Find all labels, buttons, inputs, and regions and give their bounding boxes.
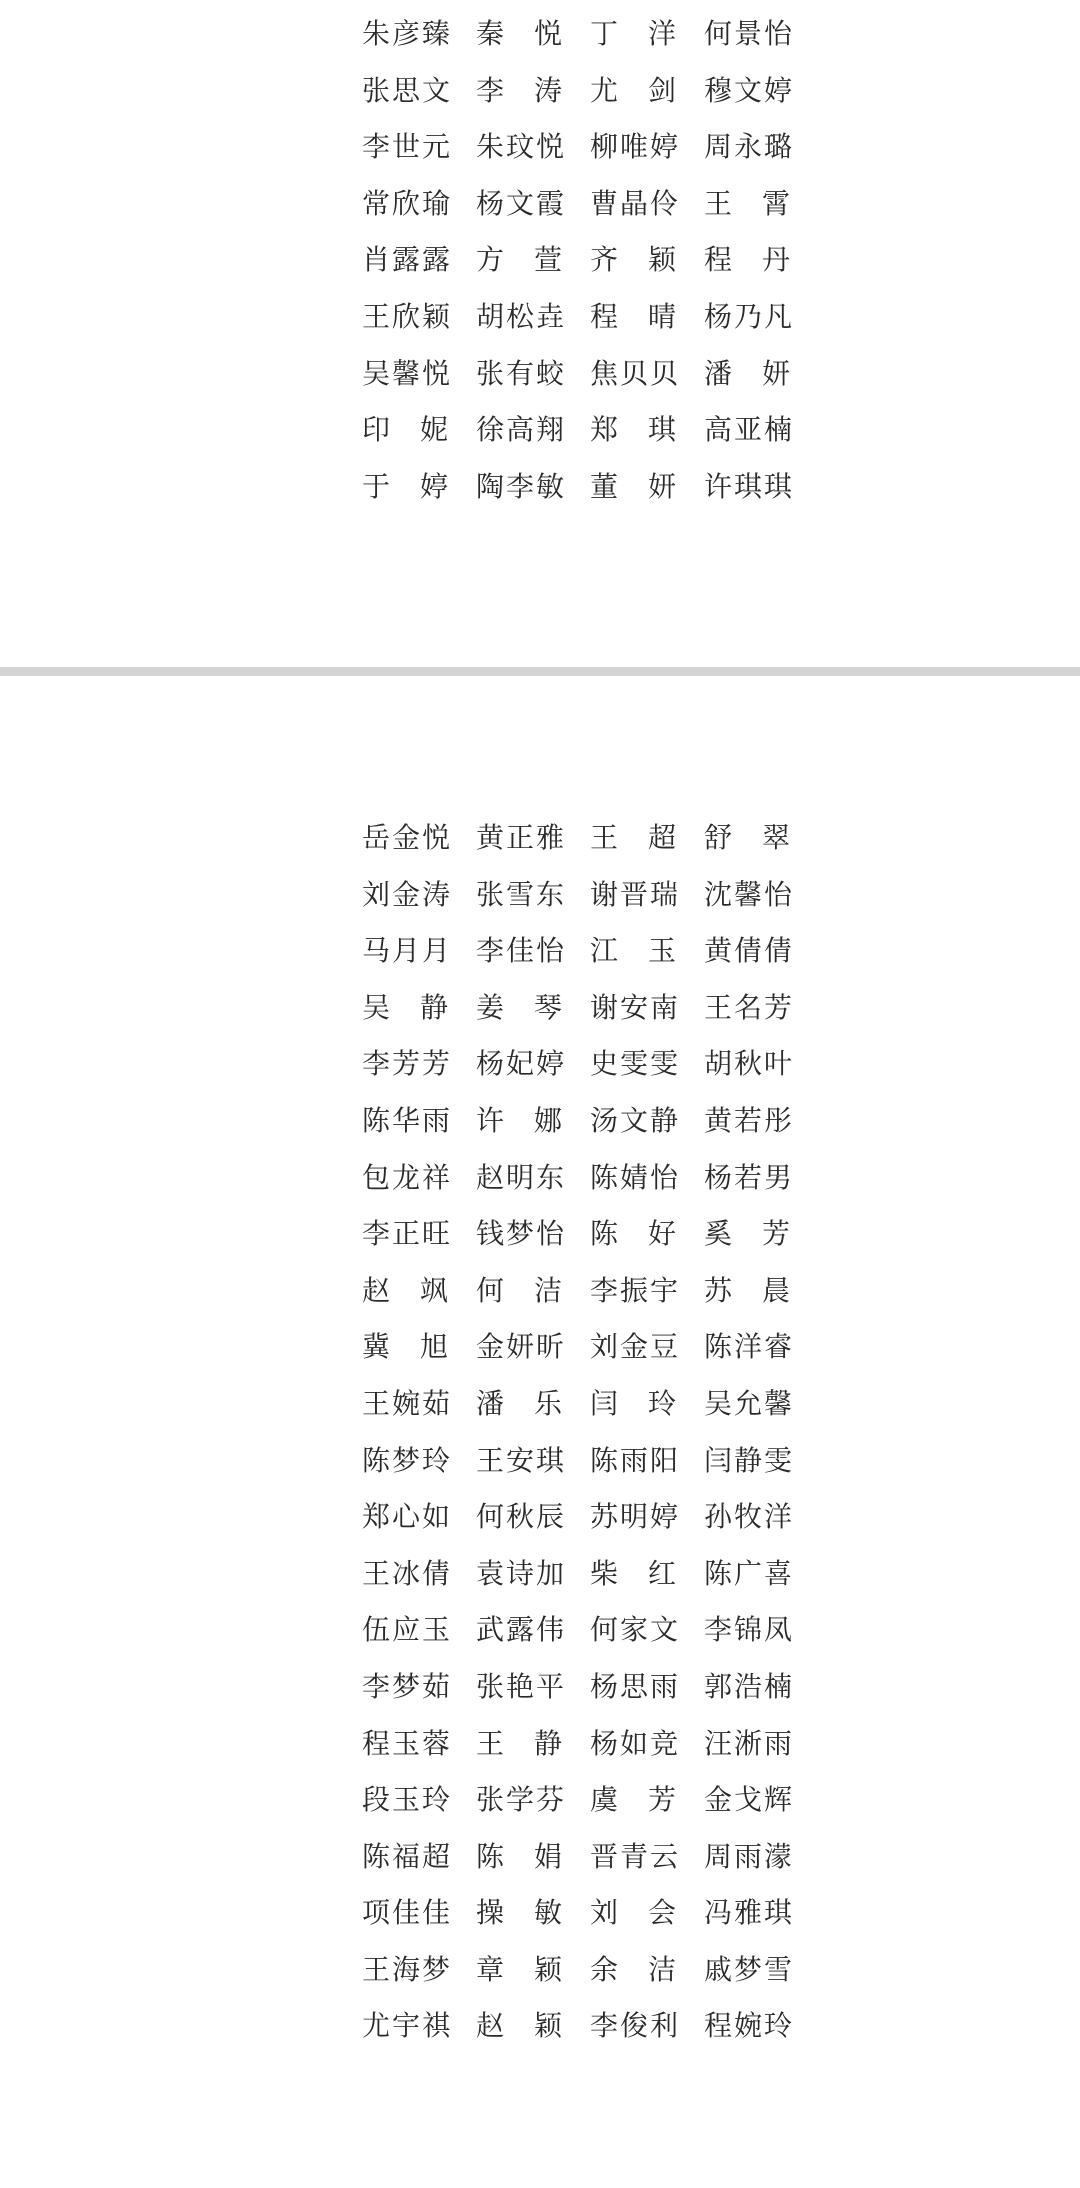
name-entry: 吴允馨 [704,1386,795,1420]
name-entry: 章 颖 [476,1952,563,1986]
name-entry: 李梦茹 [362,1669,453,1703]
name-entry: 岳金悦 [362,821,453,854]
name-entry: 丁 洋 [590,17,677,50]
name-entry: 郭浩楠 [704,1669,795,1703]
name-entry: 陈福超 [362,1839,453,1873]
name-entry: 王欣颖 [362,299,453,333]
name-entry: 赵明东 [476,1160,567,1194]
name-entry: 李佳怡 [476,934,567,968]
name-entry: 潘 妍 [704,356,791,390]
name-entry: 陈洋睿 [704,1330,795,1364]
name-entry: 谢安南 [590,990,681,1024]
name-entry: 汤文静 [590,1103,681,1137]
name-entry: 马月月 [362,934,453,968]
name-entry: 刘金涛 [362,877,453,911]
name-entry: 赵 颖 [476,2009,563,2043]
name-entry: 王 静 [476,1726,563,1760]
name-entry: 何景怡 [704,17,795,50]
name-entry: 杨乃凡 [704,299,795,333]
name-entry: 胡松垚 [476,299,567,333]
name-entry: 武露伟 [476,1613,567,1647]
name-entry: 冀 旭 [362,1330,449,1364]
document-page-1 [0,0,1080,667]
name-entry: 王名芳 [704,990,795,1024]
name-entry: 赵 飒 [362,1273,449,1307]
name-entry: 戚梦雪 [704,1952,795,1986]
name-entry: 钱梦怡 [476,1217,567,1251]
name-entry: 程 晴 [590,299,677,333]
name-entry: 冯雅琪 [704,1896,795,1930]
name-entry: 许琪琪 [704,469,795,503]
name-entry: 袁诗加 [476,1556,567,1590]
name-entry: 何家文 [590,1613,681,1647]
name-entry: 高亚楠 [704,413,795,447]
name-entry: 曹晶伶 [590,186,681,220]
name-entry: 方 萱 [476,243,563,277]
name-entry: 杨文霞 [476,186,567,220]
name-entry: 段玉玲 [362,1783,453,1817]
name-entry: 杨妃婷 [476,1047,567,1081]
name-entry: 史雯雯 [590,1047,681,1081]
name-entry: 柳唯婷 [590,130,681,164]
name-entry: 沈馨怡 [704,877,795,911]
name-entry: 黄若彤 [704,1103,795,1137]
name-entry: 谢晋瑞 [590,877,681,911]
name-entry: 张思文 [362,73,453,107]
name-entry: 陈婧怡 [590,1160,681,1194]
name-entry: 潘 乐 [476,1386,563,1420]
name-entry: 郑 琪 [590,413,677,447]
name-entry: 李振宇 [590,1273,681,1307]
name-entry: 陈梦玲 [362,1443,453,1477]
name-entry: 黄正雅 [476,821,567,854]
name-entry: 陈 娟 [476,1839,563,1873]
name-entry: 吴馨悦 [362,356,453,390]
name-entry: 印 妮 [362,413,449,447]
name-entry: 王 霄 [704,186,791,220]
name-entry: 孙牧洋 [704,1500,795,1534]
name-entry: 吴 静 [362,990,449,1024]
page-separator [0,667,1080,676]
name-entry: 陈华雨 [362,1103,453,1137]
name-entry: 王婉茹 [362,1386,453,1420]
name-entry: 苏明婷 [590,1500,681,1534]
name-entry: 何 洁 [476,1273,563,1307]
name-entry: 金妍昕 [476,1330,567,1364]
name-entry: 杨如竞 [590,1726,681,1760]
name-list-grid [362,6,795,515]
name-entry: 虞 芳 [590,1783,677,1817]
name-entry: 刘金豆 [590,1330,681,1364]
name-entry: 肖露露 [362,243,453,277]
name-entry: 尤 剑 [590,73,677,107]
name-entry: 李锦凤 [704,1613,795,1647]
name-entry: 陈雨阳 [590,1443,681,1477]
name-entry: 程玉蓉 [362,1726,453,1760]
name-entry: 徐高翔 [476,413,567,447]
name-entry: 操 敏 [476,1896,563,1930]
name-entry: 张有蛟 [476,356,567,390]
name-entry: 杨若男 [704,1160,795,1194]
name-entry: 柴 红 [590,1556,677,1590]
name-entry: 闫 玲 [590,1386,677,1420]
name-entry: 包龙祥 [362,1160,453,1194]
name-entry: 金戈辉 [704,1783,795,1817]
name-entry: 焦贝贝 [590,356,681,390]
name-entry: 齐 颖 [590,243,677,277]
name-entry: 胡秋叶 [704,1047,795,1081]
name-entry: 陶李敏 [476,469,567,503]
name-entry: 李正旺 [362,1217,453,1251]
name-entry: 汪淅雨 [704,1726,795,1760]
name-entry: 周永璐 [704,130,795,164]
name-entry: 周雨濛 [704,1839,795,1873]
name-entry: 何秋辰 [476,1500,567,1534]
name-entry: 张艳平 [476,1669,567,1703]
name-entry: 董 妍 [590,469,677,503]
name-entry: 郑心如 [362,1500,453,1534]
name-entry: 杨思雨 [590,1669,681,1703]
name-entry: 黄倩倩 [704,934,795,968]
name-entry: 程婉玲 [704,2009,795,2043]
name-entry: 姜 琴 [476,990,563,1024]
name-entry: 王安琪 [476,1443,567,1477]
name-entry: 陈 好 [590,1217,677,1251]
name-entry: 余 洁 [590,1952,677,1986]
name-entry: 李世元 [362,130,453,164]
name-entry: 项佳佳 [362,1896,453,1930]
name-entry: 晋青云 [590,1839,681,1873]
name-entry: 王海梦 [362,1952,453,1986]
name-entry: 王 超 [590,821,677,854]
name-entry: 于 婷 [362,469,449,503]
name-entry: 朱彦臻 [362,17,453,50]
name-entry: 李 涛 [476,73,563,107]
name-entry: 王冰倩 [362,1556,453,1590]
name-list-grid [362,810,795,2055]
document-page-2 [0,676,1080,2188]
name-entry: 穆文婷 [704,73,795,107]
name-entry: 奚 芳 [704,1217,791,1251]
name-entry: 伍应玉 [362,1613,453,1647]
name-entry: 刘 会 [590,1896,677,1930]
name-entry: 朱玟悦 [476,130,567,164]
name-entry: 苏 晨 [704,1273,791,1307]
name-entry: 常欣瑜 [362,186,453,220]
name-entry: 江 玉 [590,934,677,968]
name-entry: 秦 悦 [476,17,563,50]
name-entry: 李芳芳 [362,1047,453,1081]
name-entry: 程 丹 [704,243,791,277]
name-entry: 舒 翠 [704,821,791,854]
name-entry: 张学芬 [476,1783,567,1817]
name-entry: 许 娜 [476,1103,563,1137]
name-entry: 闫静雯 [704,1443,795,1477]
name-entry: 张雪东 [476,877,567,911]
name-entry: 尤宇祺 [362,2009,453,2043]
name-entry: 陈广喜 [704,1556,795,1590]
name-entry: 李俊利 [590,2009,681,2043]
